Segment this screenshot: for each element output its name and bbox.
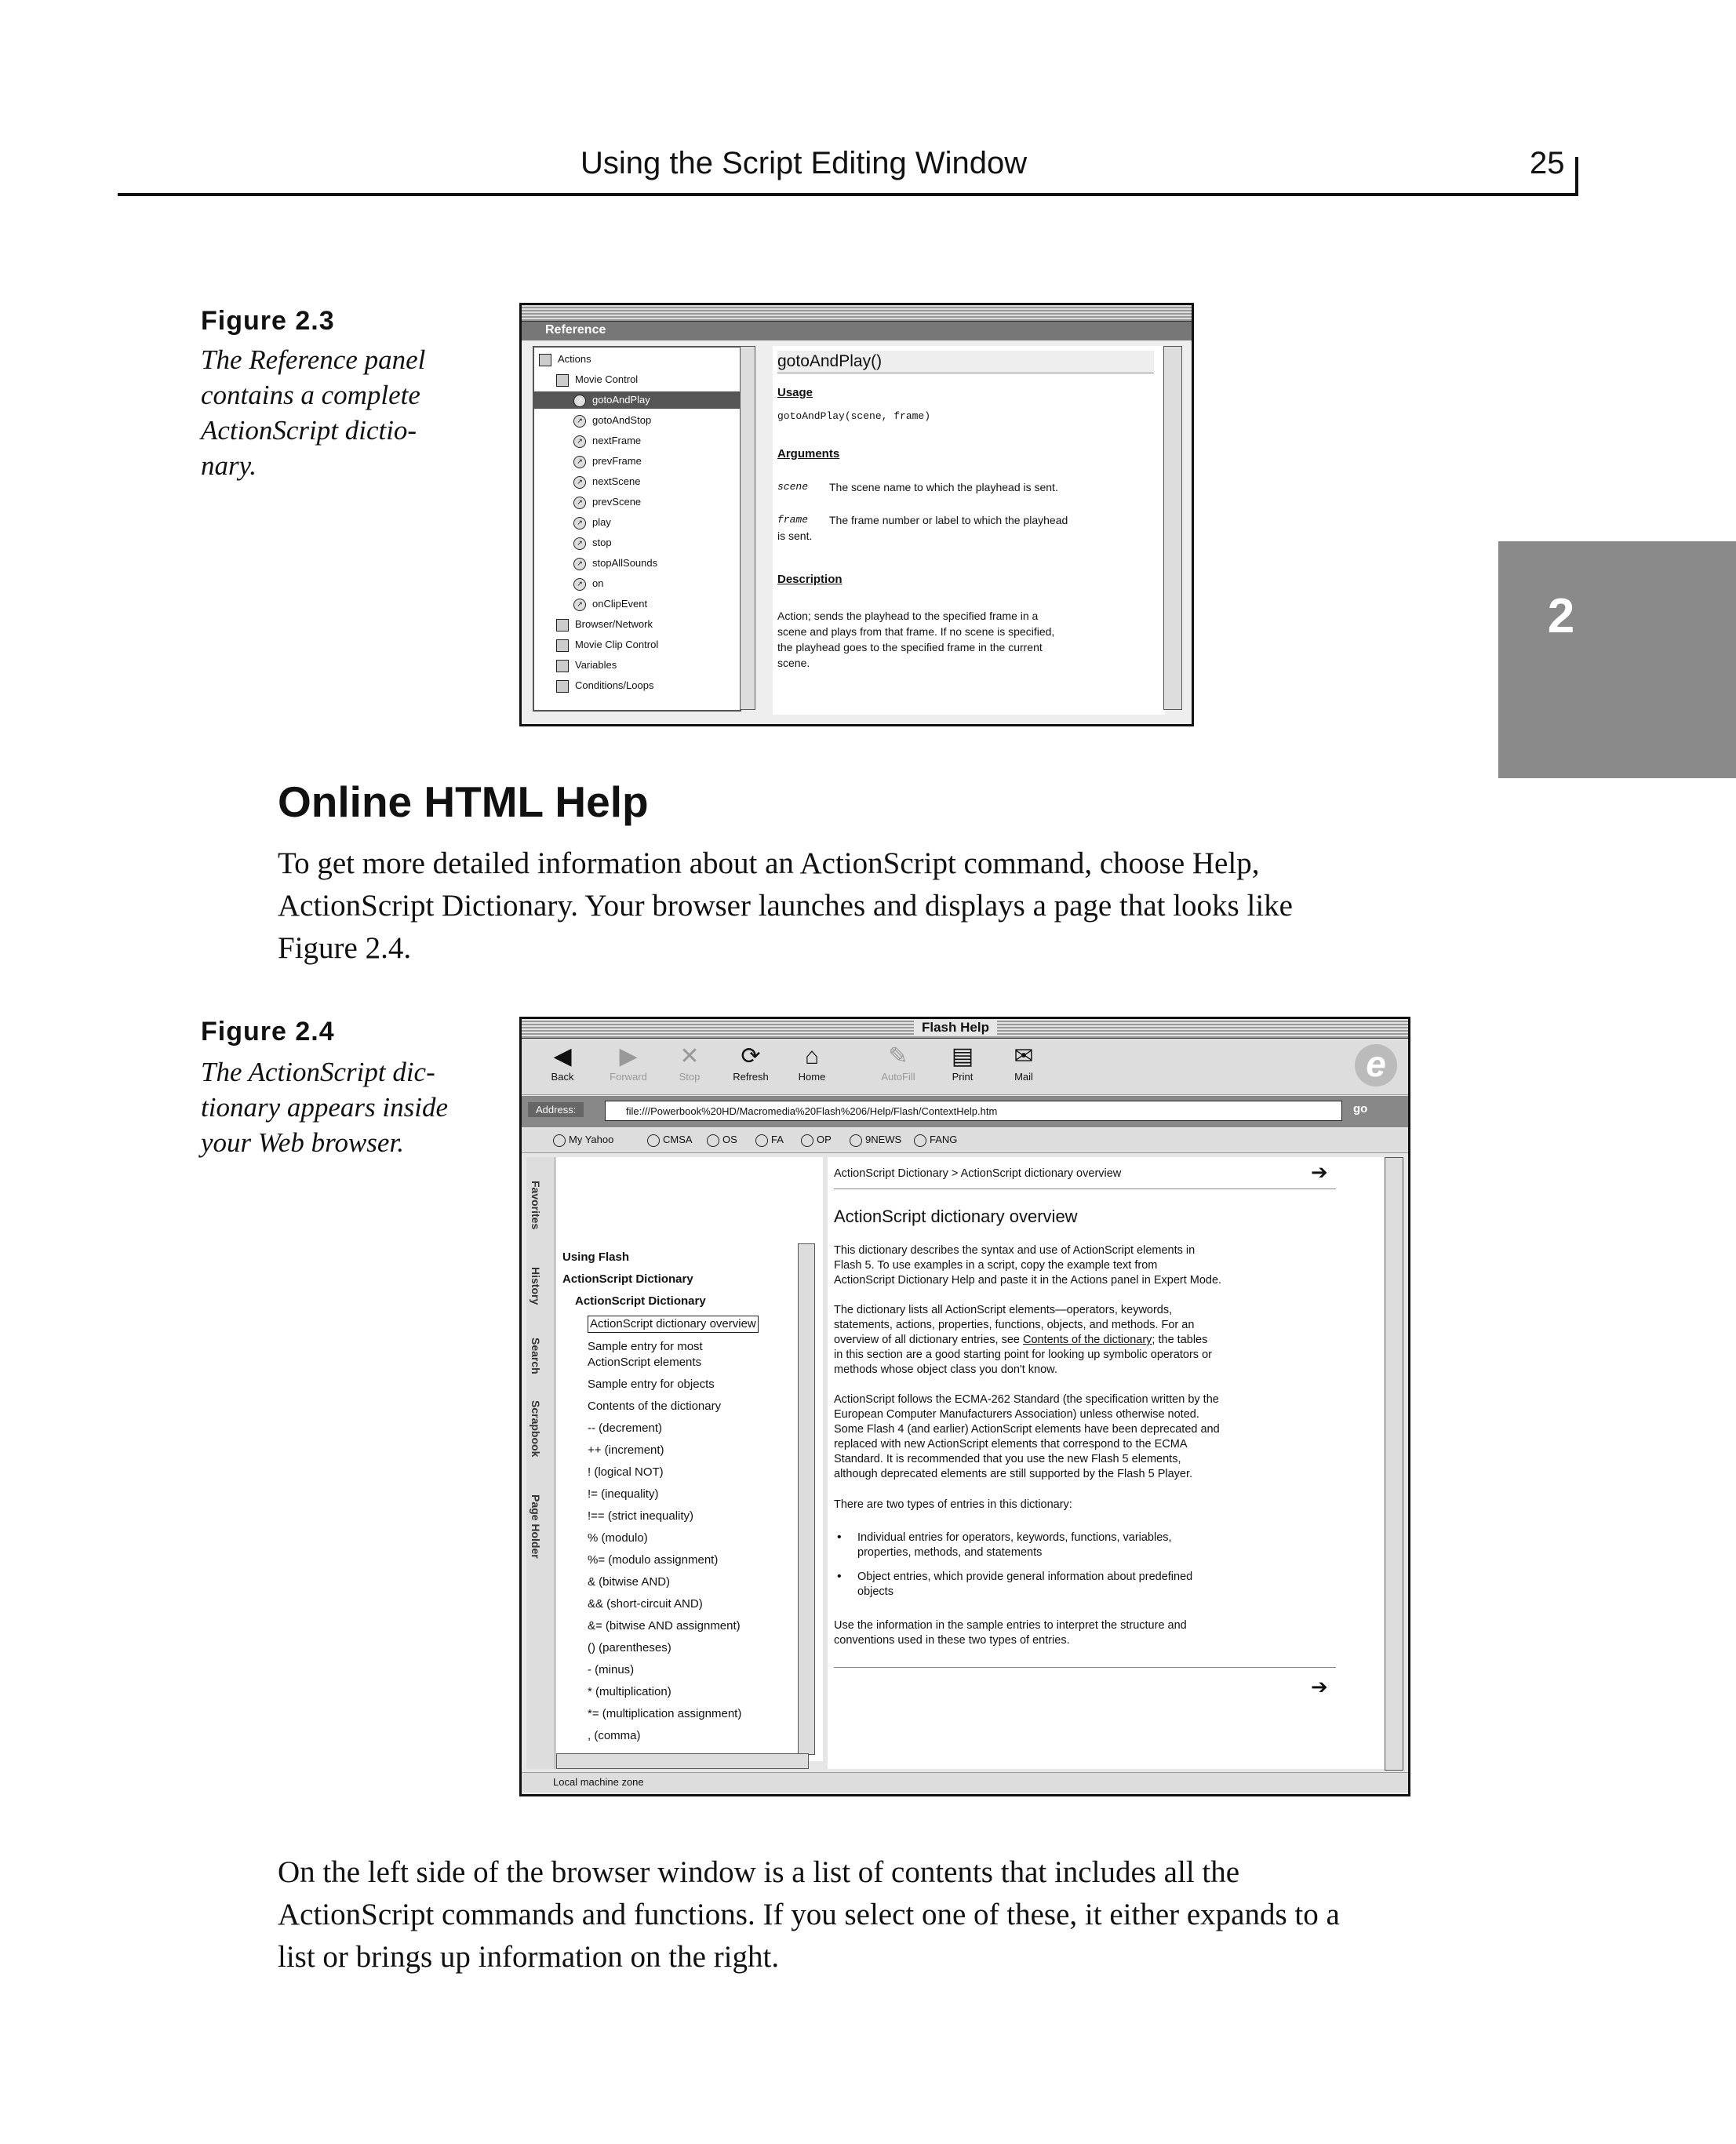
paragraph-line: ActionScript Dictionary. Your browser launches and displays a page that looks like	[278, 889, 1293, 923]
paragraph-2	[278, 1851, 1564, 1978]
content-line: There are two types of entries in this dictionary:	[834, 1498, 1072, 1511]
book-icon	[539, 354, 551, 366]
browser-toolbar	[522, 1039, 1408, 1095]
action-icon: ↗	[573, 476, 586, 489]
autofill-button[interactable]: ✎ AutoFill	[867, 1043, 930, 1083]
tree-item[interactable]: Actions	[539, 351, 591, 368]
toc-item[interactable]: * (multiplication)	[588, 1685, 671, 1698]
side-tab-scrapbook[interactable]: Scrapbook	[530, 1400, 542, 1458]
reference-tab[interactable]: Reference	[545, 323, 606, 337]
browser-window	[519, 1017, 1410, 1796]
action-icon: ↗	[573, 537, 586, 550]
toc-item[interactable]: () (parentheses)	[588, 1641, 671, 1654]
arg-frame-desc: The frame number or label to which the playhead	[829, 514, 1068, 526]
description-line: scene and plays from that frame. If no scene is specified,	[777, 625, 1055, 638]
next-arrow-icon[interactable]: ➔	[1311, 1675, 1328, 1698]
back-button[interactable]: ◀ Back	[531, 1043, 594, 1083]
action-icon: ↗	[573, 395, 586, 407]
toc-item[interactable]: *= (multiplication assignment)	[588, 1707, 742, 1720]
toc-item[interactable]: &= (bitwise AND assignment)	[588, 1619, 741, 1633]
panel-tab-bar[interactable]	[522, 322, 1192, 340]
content-divider	[834, 1188, 1336, 1189]
mail-button[interactable]: ✉ Mail	[992, 1043, 1055, 1083]
toc-item[interactable]: & (bitwise AND)	[588, 1575, 671, 1589]
tree-scrollbar[interactable]	[740, 346, 755, 710]
toc-scrollbar[interactable]	[798, 1243, 815, 1755]
book-icon	[556, 680, 569, 693]
toc-item[interactable]: ++ (increment)	[588, 1443, 664, 1457]
toc-item[interactable]: Sample entry for most	[588, 1340, 703, 1353]
content-line: ActionScript follows the ECMA-262 Standard (the specification written by the	[834, 1393, 1219, 1406]
book-icon	[556, 619, 569, 632]
action-tree	[533, 346, 741, 712]
chapter-number: 2	[1547, 589, 1575, 643]
toc-item[interactable]: Using Flash	[562, 1250, 630, 1264]
toc-item[interactable]: !== (strict inequality)	[588, 1509, 694, 1523]
header-tick	[1575, 157, 1578, 196]
refresh-icon: ⟳	[741, 1043, 761, 1069]
toc-item[interactable]: ActionScript elements	[588, 1356, 702, 1369]
panel-titlebar[interactable]	[522, 305, 1192, 322]
tree-item[interactable]: ↗ stop	[573, 534, 612, 551]
tree-item[interactable]: Variables	[556, 657, 617, 674]
figure-2-4-label: Figure 2.4	[201, 1017, 335, 1047]
toc-item[interactable]: ActionScript Dictionary	[575, 1294, 706, 1308]
caption-line: nary.	[201, 450, 257, 481]
content-line: Some Flash 4 (and earlier) ActionScript elements have been deprecated and	[834, 1423, 1220, 1436]
contents-link[interactable]: Contents of the dictionary	[1022, 1334, 1152, 1346]
detail-scrollbar[interactable]	[1163, 346, 1182, 710]
content-line: ActionScript Dictionary Help and paste it in the Actions panel in Expert Mode.	[834, 1274, 1222, 1287]
book-icon	[556, 660, 569, 672]
favorite-link[interactable]: FA	[755, 1134, 784, 1147]
toc-item[interactable]: && (short-circuit AND)	[588, 1597, 703, 1611]
paragraph-line: To get more detailed information about an ActionScript command, choose Help,	[278, 846, 1260, 880]
bullet-icon: •	[837, 1531, 842, 1544]
action-icon: ↗	[573, 497, 586, 509]
content-line: although deprecated elements are still supported by the Flash 5 Player.	[834, 1468, 1193, 1480]
toc-item-selected[interactable]: ActionScript dictionary overview	[588, 1316, 759, 1333]
figure-2-4-caption	[201, 1054, 471, 1160]
content-line: Object entries, which provide general information about predefined	[857, 1571, 1193, 1583]
action-icon: ↗	[573, 456, 586, 468]
content-line: overview of all dictionary entries, see Contents of the dictionary; the tables	[834, 1334, 1208, 1346]
tree-item[interactable]: ↗ stopAllSounds	[573, 555, 657, 572]
content-line: properties, methods, and statements	[857, 1546, 1043, 1559]
favorite-icon	[647, 1134, 660, 1147]
side-tab-page-holder[interactable]: Page Holder	[530, 1494, 542, 1559]
favorite-icon	[755, 1134, 768, 1147]
paragraph-line: ActionScript commands and functions. If you select one of these, it either expands to a	[278, 1898, 1340, 1931]
reference-panel	[519, 303, 1194, 726]
tree-item[interactable]: Movie Clip Control	[556, 636, 658, 653]
tree-item-selected[interactable]: ↗ gotoAndPlay	[534, 391, 740, 409]
content-line: conventions used in these two types of entries.	[834, 1634, 1070, 1647]
paragraph-1	[278, 843, 1564, 970]
tree-item[interactable]: ↗ gotoAndStop	[573, 412, 651, 429]
book-icon	[556, 374, 569, 387]
content-line: in this section are a good starting point for looking up symbolic operators or	[834, 1349, 1212, 1361]
explorer-side-tabs	[526, 1157, 555, 1769]
status-text: Local machine zone	[553, 1776, 644, 1788]
stop-icon: ✕	[679, 1043, 700, 1069]
description-line: the playhead goes to the specified frame in the current	[777, 641, 1043, 653]
favorite-link[interactable]: OS	[707, 1134, 737, 1147]
content-line: Individual entries for operators, keywords, functions, variables,	[857, 1531, 1172, 1544]
mail-icon: ✉	[1014, 1043, 1034, 1069]
print-button[interactable]: ▤ Print	[931, 1043, 994, 1083]
arg-frame-desc-2: is sent.	[777, 530, 813, 542]
usage-label: Usage	[777, 386, 813, 399]
address-input[interactable]: file:///Powerbook%20HD/Macromedia%20Flash%206/Help/Flash/ContextHelp.htm	[605, 1101, 1342, 1121]
book-icon	[556, 639, 569, 652]
usage-text: gotoAndPlay(scene, frame)	[777, 410, 931, 422]
refresh-button[interactable]: ⟳ Refresh	[719, 1043, 782, 1083]
content-line: Standard. It is recommended that you use the new Flash 5 elements,	[834, 1453, 1181, 1465]
print-icon: ▤	[951, 1043, 974, 1069]
content-line: replaced with new ActionScript elements that correspond to the ECMA	[834, 1438, 1188, 1451]
chapter-tab	[1498, 541, 1736, 778]
tree-item[interactable]: ↗ on	[573, 575, 603, 592]
favorite-link[interactable]: FANG	[914, 1134, 957, 1147]
figure-2-3-caption	[201, 342, 471, 483]
arg-frame-name: frame	[777, 514, 809, 526]
toc-item[interactable]: ActionScript Dictionary	[562, 1272, 693, 1286]
tree-item[interactable]: ↗ play	[573, 514, 611, 531]
home-button[interactable]: ⌂ Home	[781, 1043, 843, 1083]
content-scrollbar[interactable]	[1385, 1157, 1403, 1771]
running-header-title: Using the Script Editing Window	[580, 146, 1028, 180]
toc-item[interactable]: % (modulo)	[588, 1531, 648, 1545]
favorite-icon	[850, 1134, 862, 1147]
address-bar	[522, 1096, 1408, 1127]
caption-line: The Reference panel	[201, 344, 426, 375]
window-title: Flash Help	[914, 1020, 997, 1036]
autofill-icon: ✎	[888, 1043, 908, 1069]
action-icon: ↗	[573, 578, 586, 591]
paragraph-line: On the left side of the browser window is a list of contents that includes all the	[278, 1855, 1240, 1889]
caption-line: The ActionScript dic-	[201, 1057, 435, 1087]
entry-heading: gotoAndPlay()	[777, 351, 1154, 373]
content-line: This dictionary describes the syntax and use of ActionScript elements in	[834, 1244, 1196, 1257]
content-heading: ActionScript dictionary overview	[834, 1207, 1078, 1226]
description-line: scene.	[777, 657, 810, 669]
content-breadcrumb[interactable]: ActionScript Dictionary > ActionScript dictionary overview	[834, 1167, 1122, 1180]
caption-line: your Web browser.	[201, 1127, 404, 1158]
favorite-link[interactable]: 9NEWS	[850, 1134, 901, 1147]
paragraph-line: Figure 2.4.	[278, 931, 412, 965]
favorite-link[interactable]: My Yahoo	[553, 1134, 613, 1147]
stop-button[interactable]: ✕ Stop	[658, 1043, 721, 1083]
forward-icon: ▶	[619, 1043, 638, 1069]
tree-item[interactable]: ↗ nextScene	[573, 473, 640, 490]
favorite-icon	[914, 1134, 926, 1147]
content-line: methods whose object class you don't know.	[834, 1363, 1057, 1376]
content-line: The dictionary lists all ActionScript elements—operators, keywords,	[834, 1304, 1173, 1316]
back-icon: ◀	[553, 1043, 572, 1069]
toc-item[interactable]: Sample entry for objects	[588, 1378, 715, 1391]
toc-pane	[556, 1157, 823, 1761]
status-bar	[522, 1772, 1408, 1792]
content-line: objects	[857, 1585, 893, 1598]
tree-item[interactable]: Movie Control	[556, 371, 638, 388]
content-divider	[834, 1667, 1336, 1668]
browser-logo-icon: e	[1355, 1044, 1397, 1087]
bullet-icon: •	[837, 1570, 842, 1583]
figure-2-3-label: Figure 2.3	[201, 306, 335, 336]
toc-horizontal-scrollbar[interactable]	[556, 1753, 809, 1769]
tree-item[interactable]: ↗ prevScene	[573, 493, 641, 511]
toc-item[interactable]: %= (modulo assignment)	[588, 1553, 719, 1567]
caption-line: ActionScript dictio-	[201, 415, 417, 446]
tree-item[interactable]: Conditions/Loops	[556, 677, 653, 694]
reference-detail	[773, 346, 1165, 715]
favorite-icon	[801, 1134, 813, 1147]
tree-item[interactable]: ↗ onClipEvent	[573, 595, 647, 613]
caption-line: tionary appears inside	[201, 1092, 448, 1123]
side-tab-history[interactable]: History	[530, 1267, 542, 1305]
favorite-icon	[707, 1134, 719, 1147]
side-tab-search[interactable]: Search	[530, 1338, 542, 1374]
toc-item[interactable]: -- (decrement)	[588, 1421, 663, 1435]
description-label: Description	[777, 573, 843, 586]
section-title: Online HTML Help	[278, 777, 649, 826]
arguments-label: Arguments	[777, 447, 840, 460]
window-titlebar[interactable]	[522, 1019, 1408, 1039]
caption-line: contains a complete	[201, 380, 420, 410]
paragraph-line: list or brings up information on the right.	[278, 1940, 780, 1974]
action-icon: ↗	[573, 599, 586, 611]
help-content	[828, 1157, 1385, 1769]
page-number: 25	[1530, 146, 1565, 180]
content-line: Flash 5. To use examples in a script, copy the example text from	[834, 1259, 1158, 1272]
toc-item[interactable]: Contents of the dictionary	[588, 1400, 722, 1413]
side-tab-favorites[interactable]: Favorites	[530, 1181, 542, 1230]
action-icon: ↗	[573, 415, 586, 428]
content-line: Use the information in the sample entries to interpret the structure and	[834, 1619, 1187, 1632]
description-line: Action; sends the playhead to the specified frame in a	[777, 610, 1039, 622]
tree-item[interactable]: ↗ nextFrame	[573, 432, 641, 450]
home-icon: ⌂	[804, 1043, 820, 1069]
content-line: statements, actions, properties, functions, objects, and methods. For an	[834, 1319, 1195, 1331]
toc-item[interactable]: , (comma)	[588, 1729, 641, 1742]
action-icon: ↗	[573, 435, 586, 448]
next-arrow-icon[interactable]: ➔	[1311, 1160, 1328, 1184]
arg-scene-name: scene	[777, 481, 809, 493]
action-icon: ↗	[573, 558, 586, 570]
content-line: European Computer Manufacturers Association) unless otherwise noted.	[834, 1408, 1199, 1421]
header-rule	[118, 193, 1577, 196]
forward-button[interactable]: ▶ Forward	[597, 1043, 660, 1083]
favorite-icon	[553, 1134, 566, 1147]
favorite-link[interactable]: OP	[801, 1134, 832, 1147]
action-icon: ↗	[573, 517, 586, 530]
address-label: Address:	[528, 1102, 584, 1117]
favorite-link[interactable]: CMSA	[647, 1134, 693, 1147]
go-button[interactable]: go	[1353, 1102, 1368, 1116]
favorites-bar	[522, 1129, 1408, 1153]
toc-item[interactable]: != (inequality)	[588, 1487, 659, 1501]
arg-scene-desc: The scene name to which the playhead is sent.	[829, 481, 1058, 493]
toc-item[interactable]: - (minus)	[588, 1663, 635, 1676]
tree-item[interactable]: Browser/Network	[556, 616, 653, 633]
toc-item[interactable]: ! (logical NOT)	[588, 1465, 664, 1479]
tree-item[interactable]: ↗ prevFrame	[573, 453, 642, 470]
